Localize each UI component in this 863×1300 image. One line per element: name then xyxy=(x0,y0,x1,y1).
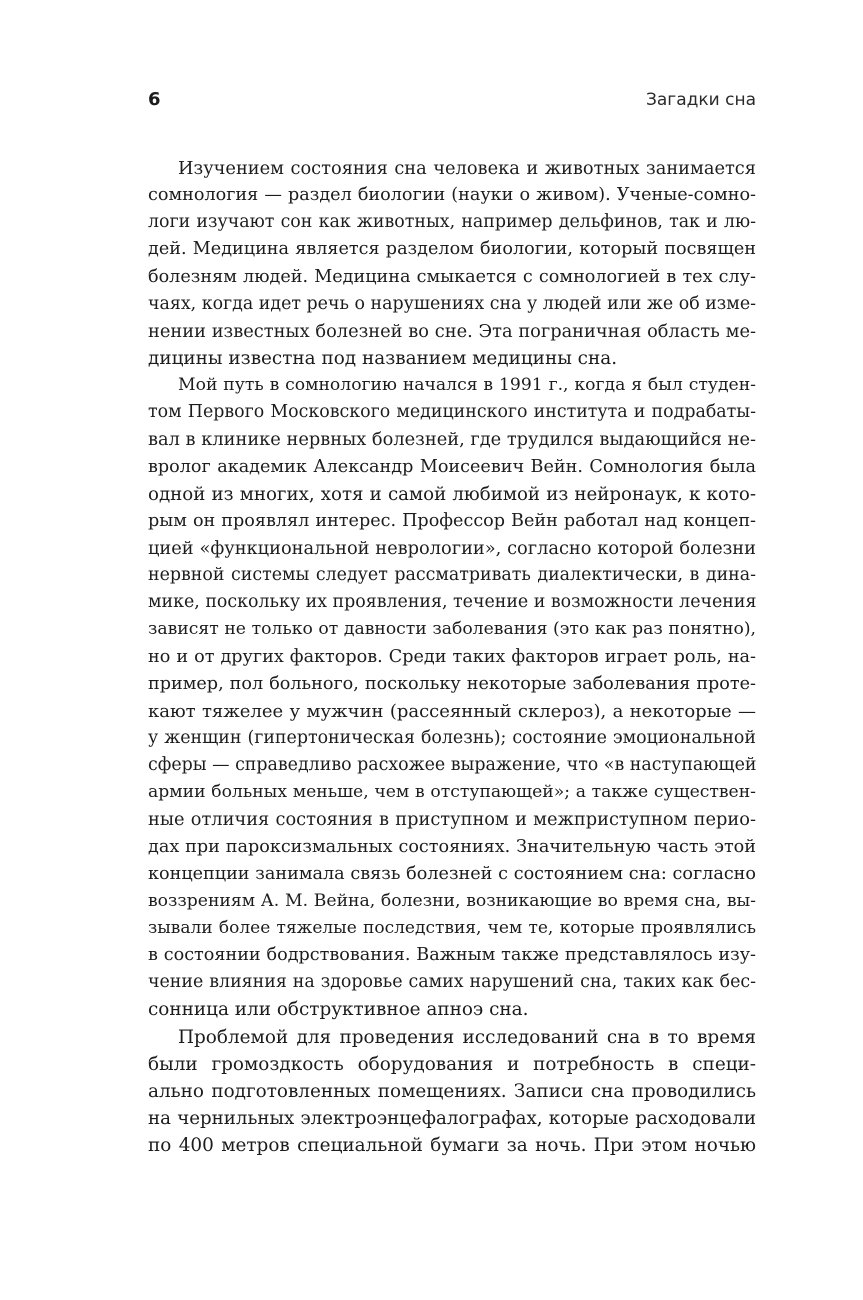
text-line: одной из многих, хотя и самой любимой из нейронаук, к кото- xyxy=(148,483,756,505)
text-line: зависят не только от давности заболевания (это как раз понятно), xyxy=(148,619,756,640)
text-line: на чернильных электроэнцефалографах, которые расходовали xyxy=(148,1107,756,1129)
body-text xyxy=(148,155,756,1159)
text-line: кают тяжелее у мужчин (рассеянный склероз), а некоторые — xyxy=(148,700,756,722)
text-line: пример, пол больного, поскольку некоторые заболевания проте- xyxy=(148,673,756,694)
text-line: воззрениям А. М. Вейна, болезни, возникающие во время сна, вы- xyxy=(148,890,756,911)
text-line: Проблемой для проведения исследований сна в то время xyxy=(178,1026,756,1048)
paragraph xyxy=(148,155,756,372)
text-line: чаях, когда идет речь о нарушениях сна у людей или же об изме- xyxy=(148,293,756,314)
text-line: цией «функциональной неврологии», согласно которой болезни xyxy=(148,537,756,559)
text-line: мике, поскольку их проявления, течение и возможности лечения xyxy=(148,592,756,613)
text-line: ально подготовленных помещениях. Записи сна проводились xyxy=(148,1080,756,1102)
text-line: концепции занимала связь болезней с состоянием сна: согласно xyxy=(148,863,756,884)
paragraph xyxy=(148,372,756,1023)
running-title: Загадки сна xyxy=(645,90,756,110)
text-line: логи изучают сон как животных, например дельфинов, так и лю- xyxy=(148,212,756,233)
text-line: были громоздкость оборудования и потребность в специ- xyxy=(148,1053,756,1075)
text-line: сферы — справедливо расхожее выражение, что «в наступающей xyxy=(148,755,756,776)
text-line: рым он проявлял интерес. Профессор Вейн работал над концеп- xyxy=(148,510,756,531)
text-line: сомнология — раздел биологии (науки о живом). Ученые-сомно- xyxy=(148,185,756,206)
text-line: ные отличия состояния в приступном и межприступном перио- xyxy=(148,809,756,831)
text-line: дей. Медицина является разделом биологии, который посвящен xyxy=(148,239,756,260)
text-line: армии больных меньше, чем в отступающей»; а также существен- xyxy=(148,782,756,803)
text-line: по 400 метров специальной бумаги за ночь. При этом ночью xyxy=(148,1135,756,1157)
text-line: зывали более тяжелые последствия, чем те, которые проявлялись xyxy=(148,917,756,938)
text-line: в состоянии бодрствования. Важным также представлялось изу- xyxy=(148,945,756,966)
text-line: у женщин (гипертоническая болезнь); состояние эмоциональной xyxy=(148,727,756,748)
text-line: дах при пароксизмальных состояниях. Значительную часть этой xyxy=(148,836,756,857)
text-line: вал в клинике нервных болезней, где трудился выдающийся не- xyxy=(148,429,756,451)
paragraph xyxy=(148,1024,756,1160)
text-line: сонница или обструктивное апноэ сна. xyxy=(148,999,529,1021)
text-line: Изучением состояния сна человека и животных занимается xyxy=(178,158,756,179)
text-line: нении известных болезней во сне. Эта пограничная область ме- xyxy=(148,320,756,342)
text-line: Мой путь в сомнологию начался в 1991 г., когда я был студен- xyxy=(178,375,756,396)
text-line: чение влияния на здоровье самих нарушений сна, таких как бес- xyxy=(148,972,756,993)
text-line: болезням людей. Медицина смыкается с сомнологией в тех слу- xyxy=(148,266,756,287)
text-line: дицины известна под названием медицины сна. xyxy=(148,347,618,369)
text-line: вролог академик Александр Моисеевич Вейн. Сомнология была xyxy=(148,456,756,477)
text-line: но и от других факторов. Среди таких факторов играет роль, на- xyxy=(148,646,756,667)
page-number: 6 xyxy=(148,89,161,110)
text-line: нервной системы следует рассматривать диалектически, в дина- xyxy=(148,565,756,586)
text-line: том Первого Московского медицинского института и подрабаты- xyxy=(148,402,756,423)
